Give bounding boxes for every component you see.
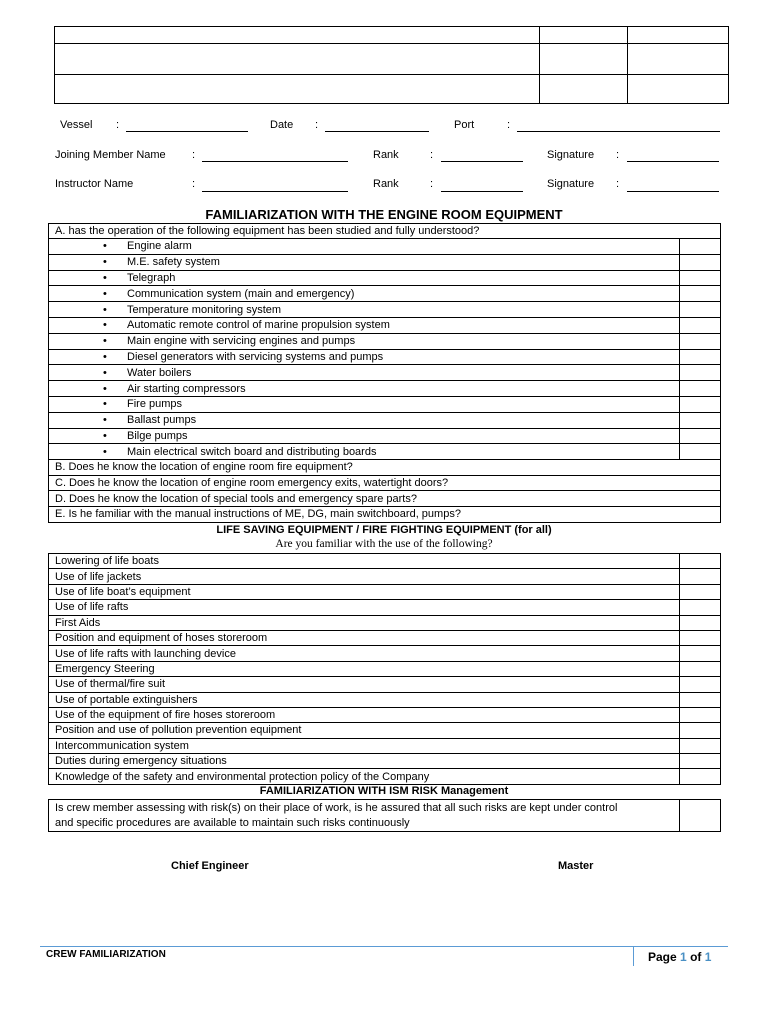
colon: :	[430, 149, 434, 161]
header-cell	[55, 27, 540, 44]
header-cell	[628, 27, 729, 44]
row-label: Use of life rafts	[49, 600, 680, 615]
check-box[interactable]	[680, 286, 721, 302]
chief-engineer-signature: Chief Engineer	[171, 860, 249, 872]
rank-label: Rank	[373, 149, 399, 161]
table-row	[49, 692, 721, 707]
table-row	[49, 723, 721, 738]
colon: :	[192, 149, 196, 161]
check-box[interactable]	[680, 646, 721, 661]
rank-field[interactable]	[441, 161, 523, 162]
table-row	[49, 769, 721, 784]
header-cell	[540, 27, 628, 44]
row-label: Duties during emergency situations	[49, 754, 680, 769]
header-cell	[55, 44, 540, 74]
row-label: • Water boilers	[49, 365, 680, 381]
check-box[interactable]	[680, 800, 721, 832]
section-title: FAMILIARIZATION WITH THE ENGINE ROOM EQUIPMENT	[205, 207, 563, 222]
table-row	[49, 569, 721, 584]
table-row	[49, 333, 721, 349]
page-indicator	[648, 950, 711, 964]
row-label: • Main engine with servicing engines and pumps	[49, 333, 680, 349]
table-row	[49, 381, 721, 397]
row-label: E. Is he familiar with the manual instructions of ME, DG, main switchboard, pumps?	[49, 506, 721, 522]
table-row	[49, 444, 721, 460]
life-saving-table	[48, 553, 721, 785]
signature-field[interactable]	[627, 191, 719, 192]
table-row	[49, 270, 721, 286]
vessel-field[interactable]	[126, 131, 248, 132]
check-box[interactable]	[680, 412, 721, 428]
joining-member-field[interactable]	[202, 161, 348, 162]
table-row	[49, 224, 721, 239]
colon: :	[192, 178, 196, 190]
page-number: 1	[680, 950, 687, 964]
footer-doc-name: CREW FAMILIARIZATION	[46, 949, 166, 960]
row-label: Lowering of life boats	[49, 554, 680, 569]
check-box[interactable]	[680, 396, 721, 412]
table-row	[49, 646, 721, 661]
table-row	[49, 475, 721, 491]
signature-label: Signature	[547, 178, 595, 190]
colon: :	[507, 119, 511, 131]
table-row	[49, 302, 721, 318]
check-box[interactable]	[680, 444, 721, 460]
section-title: FAMILIARIZATION WITH ISM RISK Management	[259, 785, 509, 797]
instructor-label: Instructor Name	[55, 178, 134, 190]
check-box[interactable]	[680, 738, 721, 753]
table-row	[49, 707, 721, 722]
check-box[interactable]	[680, 365, 721, 381]
risk-question	[49, 800, 680, 832]
check-box[interactable]	[680, 723, 721, 738]
risk-management-table	[48, 799, 721, 832]
table-row	[49, 754, 721, 769]
check-box[interactable]	[680, 349, 721, 365]
row-label: Use of thermal/fire suit	[49, 677, 680, 692]
check-box[interactable]	[680, 317, 721, 333]
header-cell	[628, 44, 729, 74]
table-row	[49, 738, 721, 753]
check-box[interactable]	[680, 661, 721, 676]
of-word: of	[690, 950, 702, 964]
page-word: Page	[648, 950, 677, 964]
table-row	[49, 460, 721, 476]
row-label: • Bilge pumps	[49, 428, 680, 444]
row-label: Position and equipment of hoses storeroom	[49, 630, 680, 645]
master-signature: Master	[558, 860, 594, 872]
row-label: • Communication system (main and emergency)	[49, 286, 680, 302]
row-label: Intercommunication system	[49, 738, 680, 753]
row-label: • Automatic remote control of marine propulsion system	[49, 317, 680, 333]
date-field[interactable]	[325, 131, 429, 132]
table-row	[49, 412, 721, 428]
colon: :	[616, 178, 620, 190]
check-box[interactable]	[680, 569, 721, 584]
risk-question-line: and specific procedures are available to maintain such risks continuously	[55, 816, 410, 829]
header-cell	[540, 44, 628, 74]
joining-member-label: Joining Member Name	[55, 149, 166, 161]
check-box[interactable]	[680, 692, 721, 707]
table-row	[49, 254, 721, 270]
row-label: • Diesel generators with servicing systems and pumps	[49, 349, 680, 365]
header-cell	[540, 74, 628, 103]
port-label: Port	[454, 119, 475, 131]
row-label: Use of portable extinguishers	[49, 692, 680, 707]
row-label: • Main electrical switch board and distributing boards	[49, 444, 680, 460]
table-row	[49, 396, 721, 412]
check-box[interactable]	[680, 254, 721, 270]
row-label: • Telegraph	[49, 270, 680, 286]
risk-question-line: Is crew member assessing with risk(s) on their place of work, is he assured that all such risks are kept under control	[55, 801, 618, 814]
check-box[interactable]	[680, 754, 721, 769]
table-row	[49, 661, 721, 676]
table-row	[49, 554, 721, 569]
table-row	[49, 506, 721, 522]
check-box[interactable]	[680, 302, 721, 318]
row-label: • Fire pumps	[49, 396, 680, 412]
table-row	[49, 630, 721, 645]
row-label: • Ballast pumps	[49, 412, 680, 428]
footer-divider	[633, 946, 634, 966]
colon: :	[315, 119, 319, 131]
row-label: First Aids	[49, 615, 680, 630]
table-row	[49, 615, 721, 630]
row-label: Use of life jackets	[49, 569, 680, 584]
row-label: C. Does he know the location of engine room emergency exits, watertight doors?	[49, 475, 721, 491]
table-row	[49, 365, 721, 381]
table-row	[49, 677, 721, 692]
signature-label: Signature	[547, 149, 595, 161]
check-box[interactable]	[680, 239, 721, 255]
row-label: Position and use of pollution prevention equipment	[49, 723, 680, 738]
row-label: Use of the equipment of fire hoses storeroom	[49, 707, 680, 722]
check-box[interactable]	[680, 600, 721, 615]
table-row	[49, 239, 721, 255]
signature-field[interactable]	[627, 161, 719, 162]
row-label: • M.E. safety system	[49, 254, 680, 270]
row-label: B. Does he know the location of engine room fire equipment?	[49, 460, 721, 476]
row-label: • Engine alarm	[49, 239, 680, 255]
row-label: D. Does he know the location of special tools and emergency spare parts?	[49, 491, 721, 507]
check-box[interactable]	[680, 615, 721, 630]
check-box[interactable]	[680, 584, 721, 599]
port-field[interactable]	[517, 131, 720, 132]
check-box[interactable]	[680, 270, 721, 286]
colon: :	[616, 149, 620, 161]
row-label: • Temperature monitoring system	[49, 302, 680, 318]
check-box[interactable]	[680, 428, 721, 444]
date-label: Date	[270, 119, 294, 131]
header-cell	[55, 74, 540, 103]
check-box[interactable]	[680, 707, 721, 722]
colon: :	[116, 119, 120, 131]
section-title: LIFE SAVING EQUIPMENT / FIRE FIGHTING EQUIPMENT (for all)	[216, 524, 552, 536]
check-box[interactable]	[680, 554, 721, 569]
row-label: Use of life boat’s equipment	[49, 584, 680, 599]
check-box[interactable]	[680, 333, 721, 349]
row-label: Knowledge of the safety and environmental protection policy of the Company	[49, 769, 680, 784]
section-subtitle: Are you familiar with the use of the following?	[275, 538, 493, 550]
row-label: • Air starting compressors	[49, 381, 680, 397]
check-box[interactable]	[680, 677, 721, 692]
table-row	[49, 349, 721, 365]
table-row	[49, 600, 721, 615]
vessel-label: Vessel	[60, 119, 93, 131]
header-table	[54, 26, 729, 104]
page-total: 1	[704, 950, 712, 964]
table-row	[49, 491, 721, 507]
colon: :	[430, 178, 434, 190]
row-label: A. has the operation of the following equipment has been studied and fully understood?	[49, 224, 721, 239]
row-label: Use of life rafts with launching device	[49, 646, 680, 661]
table-row	[49, 317, 721, 333]
rank-field[interactable]	[441, 191, 523, 192]
footer-rule	[40, 946, 728, 947]
row-label: Emergency Steering	[49, 661, 680, 676]
engine-room-table	[48, 223, 721, 523]
check-box[interactable]	[680, 769, 721, 784]
instructor-field[interactable]	[202, 191, 348, 192]
check-box[interactable]	[680, 630, 721, 645]
table-row	[49, 584, 721, 599]
table-row	[49, 428, 721, 444]
check-box[interactable]	[680, 381, 721, 397]
header-cell	[628, 74, 729, 103]
table-row	[49, 286, 721, 302]
rank-label: Rank	[373, 178, 399, 190]
